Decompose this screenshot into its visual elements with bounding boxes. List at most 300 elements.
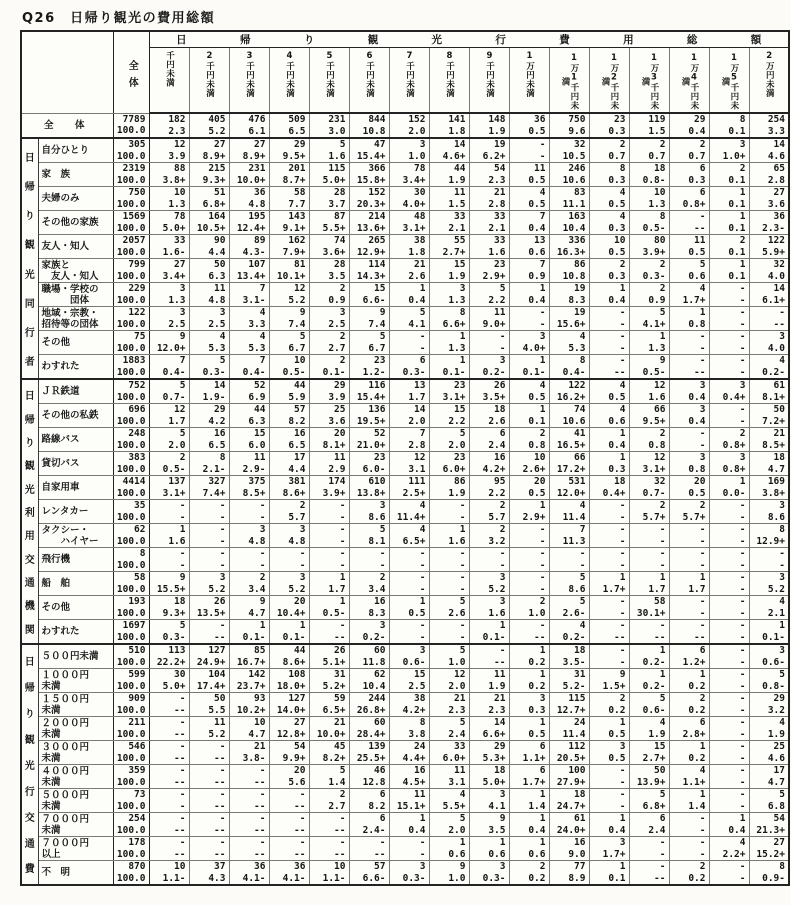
table-row	[21, 500, 789, 524]
percent-value: 0.3	[608, 270, 626, 282]
count-value: 29	[294, 139, 306, 150]
data-cell	[549, 789, 589, 813]
count-value: 41	[574, 428, 586, 439]
data-cell	[229, 331, 269, 355]
percent-value: 0.2-	[482, 366, 506, 378]
percent-value: 1.9	[448, 174, 466, 186]
percent-value: 20.3+	[356, 198, 386, 210]
data-cell	[189, 187, 229, 211]
percent-value: 2.5	[208, 318, 226, 330]
percent-value: -	[739, 366, 746, 378]
data-cell	[589, 837, 629, 861]
percent-value: -	[699, 607, 706, 619]
percent-value: 10.4	[562, 222, 586, 234]
percent-value: 25.5+	[356, 752, 386, 764]
row-label: タクシー・ ハイヤー	[38, 524, 113, 548]
table-row	[21, 693, 789, 717]
data-cell	[149, 283, 189, 307]
row-total-cell: 1569 100.0	[113, 211, 149, 235]
percent-value: 1.2+	[682, 656, 706, 668]
percent-value: 2.6	[448, 607, 466, 619]
count-value: 1	[739, 187, 746, 198]
count-value: 23	[374, 355, 386, 366]
data-cell	[309, 861, 349, 886]
count-value: 9	[179, 572, 186, 583]
data-cell	[589, 548, 629, 572]
count-value: 27	[773, 837, 785, 848]
count-value: 1	[539, 645, 546, 656]
percent-value: -	[459, 511, 466, 523]
count-value: 8	[659, 211, 666, 222]
count-value: 531	[568, 476, 586, 487]
data-cell	[509, 113, 549, 138]
count-value: 44	[254, 404, 266, 415]
data-cell	[149, 669, 189, 693]
count-value: -	[699, 596, 706, 607]
percent-value: -	[739, 631, 746, 643]
count-value: 3	[299, 572, 306, 583]
row-label: 地域・宗教・ 招待等の団体	[38, 307, 113, 331]
count-value: 3	[619, 741, 626, 752]
data-cell	[149, 765, 189, 789]
percent-value: 0.3-	[402, 872, 426, 884]
percent-value: 1.8	[408, 246, 426, 258]
percent-value: 4.6+	[442, 150, 466, 162]
count-value: 14	[773, 283, 785, 294]
count-value: 47	[374, 139, 386, 150]
count-value: 2	[539, 428, 546, 439]
data-cell	[509, 355, 549, 380]
data-cell	[509, 428, 549, 452]
data-cell	[589, 524, 629, 548]
count-value: 1	[659, 331, 666, 342]
data-cell	[469, 596, 509, 620]
percent-value: 8.6+	[282, 487, 306, 499]
data-cell	[749, 596, 789, 620]
count-value: -	[259, 548, 266, 559]
percent-value: 0.4-	[562, 366, 586, 378]
table-row	[21, 138, 789, 163]
percent-value: -	[619, 559, 626, 571]
count-value: 162	[288, 235, 306, 246]
count-value: 2	[179, 452, 186, 463]
count-value: 3	[619, 837, 626, 848]
data-cell	[589, 428, 629, 452]
data-cell	[389, 717, 429, 741]
count-value: 20	[294, 596, 306, 607]
count-value: -	[739, 861, 746, 872]
data-cell	[189, 113, 229, 138]
count-value: 5	[459, 428, 466, 439]
percent-value: 5.3	[208, 342, 226, 354]
percent-value: 1.1+	[682, 776, 706, 788]
percent-value: -	[219, 535, 226, 547]
percent-value: 5.7	[288, 511, 306, 523]
data-cell	[229, 644, 269, 669]
percent-value: 0.5	[608, 198, 626, 210]
table-row	[21, 428, 789, 452]
stats-table	[20, 30, 790, 886]
data-cell	[429, 620, 469, 645]
count-value: -	[739, 717, 746, 728]
percent-value: -	[539, 535, 546, 547]
count-value: 9	[259, 596, 266, 607]
data-cell	[189, 765, 229, 789]
percent-value: 3.4	[368, 583, 386, 595]
data-cell	[589, 741, 629, 765]
count-value: 21	[773, 428, 785, 439]
data-cell	[629, 548, 669, 572]
percent-value: -	[699, 342, 706, 354]
data-cell	[309, 644, 349, 669]
count-value: 20	[694, 476, 706, 487]
data-cell	[309, 259, 349, 283]
percent-value: 4.5+	[402, 776, 426, 788]
percent-value: 5.0+	[162, 680, 186, 692]
data-cell	[549, 476, 589, 500]
percent-value: 10.8	[562, 270, 586, 282]
row-label: 船 舶	[38, 572, 113, 596]
percent-value: 0.8+	[722, 463, 746, 475]
percent-value: 2.0	[408, 125, 426, 137]
percent-value: 0.7	[608, 150, 626, 162]
count-value: 113	[168, 645, 186, 656]
count-value: 1	[699, 307, 706, 318]
percent-value: 1.6	[488, 607, 506, 619]
count-value: 4	[739, 837, 746, 848]
percent-value: -	[259, 559, 266, 571]
count-value: 11	[454, 187, 466, 198]
row-total-cell: 510 100.0	[113, 644, 149, 669]
data-cell	[669, 211, 709, 235]
count-value: 1	[699, 572, 706, 583]
percent-value: 13.9+	[636, 776, 666, 788]
count-value: 78	[414, 163, 426, 174]
data-cell	[309, 837, 349, 861]
row-label: 不 明	[38, 861, 113, 886]
data-cell	[709, 813, 749, 837]
count-value: -	[259, 837, 266, 848]
data-cell	[429, 428, 469, 452]
count-value: 26	[494, 380, 506, 391]
count-value: 18	[773, 452, 785, 463]
percent-value: -	[739, 415, 746, 427]
percent-value: 5.2	[767, 583, 785, 595]
percent-value: 0.5	[688, 246, 706, 258]
data-cell	[429, 211, 469, 235]
percent-value: 2.0	[448, 680, 466, 692]
count-value: 48	[414, 211, 426, 222]
data-cell	[389, 861, 429, 886]
count-value: 5	[339, 765, 346, 776]
percent-value: 6.5+	[322, 704, 346, 716]
count-value: 1	[499, 837, 506, 848]
data-cell	[549, 644, 589, 669]
data-cell	[229, 476, 269, 500]
data-cell	[509, 524, 549, 548]
count-value: 9	[499, 813, 506, 824]
data-cell	[189, 138, 229, 163]
percent-value: 15.8+	[356, 174, 386, 186]
data-cell	[149, 452, 189, 476]
row-total-cell: 229 100.0	[113, 283, 149, 307]
percent-value: 6.8+	[642, 800, 666, 812]
count-value: -	[539, 139, 546, 150]
data-cell	[349, 452, 389, 476]
table-row	[21, 283, 789, 307]
percent-value: 1.4	[528, 800, 546, 812]
percent-value: -	[619, 607, 626, 619]
percent-value: 5.1+	[322, 656, 346, 668]
data-cell	[429, 476, 469, 500]
percent-value: 14.3+	[356, 270, 386, 282]
group-label-2: 日 帰 り 観 光 行 交 通 費	[21, 644, 38, 885]
data-cell	[189, 644, 229, 669]
count-value: 195	[248, 211, 266, 222]
column-header-10: 1万1千円未満	[549, 48, 589, 114]
percent-value: 2.3-	[762, 222, 785, 234]
data-cell	[309, 476, 349, 500]
percent-value: 0.4	[528, 824, 546, 836]
count-value: 12	[654, 452, 666, 463]
data-cell	[389, 211, 429, 235]
percent-value: 8.2	[288, 415, 306, 427]
count-value: 3	[779, 500, 785, 511]
percent-value: 1.3	[648, 342, 666, 354]
data-cell	[669, 476, 709, 500]
data-cell	[549, 717, 589, 741]
percent-value: 12.7+	[556, 704, 586, 716]
data-cell	[349, 379, 389, 404]
percent-value: 1.6	[648, 391, 666, 403]
row-label: 貸切バス	[38, 452, 113, 476]
data-cell	[669, 113, 709, 138]
percent-value: 4.2	[208, 415, 226, 427]
count-value: 2	[659, 500, 666, 511]
percent-value: 4.7	[767, 776, 785, 788]
data-cell	[229, 113, 269, 138]
percent-value: 0.7-	[162, 391, 186, 403]
data-cell	[629, 741, 669, 765]
data-cell	[629, 500, 669, 524]
count-value: -	[259, 765, 266, 776]
data-cell	[669, 259, 709, 283]
count-value: 8	[779, 524, 785, 535]
percent-value: 2.7+	[642, 752, 666, 764]
percent-value: 4.6	[767, 752, 785, 764]
count-value: 4	[699, 765, 706, 776]
data-cell	[149, 163, 189, 187]
percent-value: -	[339, 511, 346, 523]
count-value: 45	[334, 741, 346, 752]
percent-value: -	[619, 511, 626, 523]
count-value: 112	[568, 741, 586, 752]
percent-value: 8.7+	[282, 174, 306, 186]
count-value: 33	[454, 211, 466, 222]
percent-value: 4.3-	[242, 246, 266, 258]
count-value: -	[659, 620, 666, 631]
count-value: 9	[299, 307, 306, 318]
data-cell	[149, 235, 189, 259]
percent-value: 12.0+	[556, 487, 586, 499]
table-row	[21, 235, 789, 259]
count-value: 23	[614, 114, 626, 125]
data-cell	[549, 138, 589, 163]
percent-value: 2.5	[408, 680, 426, 692]
count-value: -	[179, 765, 186, 776]
count-value: 8	[739, 114, 746, 125]
data-cell	[749, 307, 789, 331]
percent-value: --	[294, 800, 306, 812]
data-cell	[269, 379, 309, 404]
percent-value: 9.9+	[282, 752, 306, 764]
data-cell	[549, 235, 589, 259]
data-cell	[269, 765, 309, 789]
data-cell	[509, 163, 549, 187]
percent-value: 4.8	[248, 198, 266, 210]
count-value: 142	[248, 669, 266, 680]
data-cell	[469, 283, 509, 307]
percent-value: 0.6-	[402, 656, 426, 668]
count-value: 8	[619, 163, 626, 174]
data-cell	[749, 163, 789, 187]
count-value: 9	[379, 307, 386, 318]
count-value: 1	[459, 837, 466, 848]
table-row	[21, 163, 789, 187]
count-value: 215	[208, 163, 226, 174]
count-value: -	[339, 837, 346, 848]
data-cell	[149, 741, 189, 765]
count-value: 2	[699, 500, 706, 511]
percent-value: 4.2+	[482, 463, 506, 475]
row-total-cell: 4414 100.0	[113, 476, 149, 500]
data-cell	[749, 379, 789, 404]
percent-value: 4.2+	[402, 704, 426, 716]
data-cell	[469, 644, 509, 669]
data-cell	[229, 235, 269, 259]
data-cell	[669, 813, 709, 837]
count-value: 27	[294, 717, 306, 728]
percent-value: -	[739, 680, 746, 692]
row-total-cell: 752 100.0	[113, 379, 149, 404]
percent-value: --	[214, 631, 226, 643]
data-cell	[469, 331, 509, 355]
data-cell	[389, 813, 429, 837]
percent-value: 0.3-	[482, 872, 506, 884]
corner-cell	[21, 31, 113, 113]
count-value: 78	[174, 211, 186, 222]
data-cell	[629, 428, 669, 452]
data-cell	[629, 187, 669, 211]
data-cell	[229, 163, 269, 187]
percent-value: 0.1-	[282, 631, 306, 643]
count-value: 4	[619, 211, 626, 222]
data-cell	[749, 741, 789, 765]
percent-value: 3.5-	[562, 656, 586, 668]
data-cell	[269, 813, 309, 837]
count-value: 88	[174, 163, 186, 174]
count-value: 2	[339, 331, 346, 342]
data-cell	[229, 620, 269, 645]
percent-value: 1.0	[408, 150, 426, 162]
table-row	[21, 355, 789, 380]
percent-value: 4.4	[288, 463, 306, 475]
data-cell	[429, 355, 469, 380]
data-cell	[349, 307, 389, 331]
percent-value: 17.2+	[556, 463, 586, 475]
data-cell	[629, 572, 669, 596]
data-cell	[589, 669, 629, 693]
percent-value: -	[699, 439, 706, 451]
count-value: -	[699, 524, 706, 535]
data-cell	[469, 379, 509, 404]
data-cell	[349, 765, 389, 789]
percent-value: 11.8	[362, 656, 386, 668]
count-value: 24	[414, 741, 426, 752]
data-cell	[549, 596, 589, 620]
data-cell	[349, 138, 389, 163]
row-total-cell: 799 100.0	[113, 259, 149, 283]
row-label: 家族と 友人・知人	[38, 259, 113, 283]
count-value: 1	[419, 283, 426, 294]
table-row	[21, 669, 789, 693]
data-cell	[309, 163, 349, 187]
row-label: 自家用車	[38, 476, 113, 500]
data-cell	[469, 404, 509, 428]
count-value: 231	[328, 114, 346, 125]
data-cell	[189, 379, 229, 404]
data-cell	[549, 259, 589, 283]
data-cell	[309, 211, 349, 235]
data-cell	[709, 596, 749, 620]
count-value: 5	[379, 524, 386, 535]
count-value: 10	[614, 235, 626, 246]
data-cell	[269, 428, 309, 452]
column-header-8: 9千円未満	[469, 48, 509, 114]
data-cell	[189, 741, 229, 765]
count-value: -	[259, 813, 266, 824]
count-value: 2	[739, 163, 746, 174]
data-cell	[469, 669, 509, 693]
data-cell	[149, 789, 189, 813]
percent-value: 7.4+	[202, 487, 226, 499]
percent-value: -	[619, 318, 626, 330]
count-value: 3	[379, 500, 386, 511]
percent-value: --	[694, 222, 706, 234]
data-cell	[389, 113, 429, 138]
percent-value: 0.8	[648, 439, 666, 451]
percent-value: 6.5	[288, 125, 306, 137]
count-value: 148	[488, 114, 506, 125]
count-value: 3	[699, 404, 706, 415]
count-value: 9	[179, 331, 186, 342]
percent-value: 0.5	[528, 391, 546, 403]
percent-value: 4.0+	[522, 342, 546, 354]
percent-value: 3.1+	[442, 391, 466, 403]
percent-value: 8.3	[368, 607, 386, 619]
column-header-11: 1万2千円未満	[589, 48, 629, 114]
percent-value: 0.3	[608, 463, 626, 475]
percent-value: 0.4	[408, 824, 426, 836]
percent-value: 4.7	[248, 607, 266, 619]
count-value: 57	[294, 404, 306, 415]
data-cell	[749, 235, 789, 259]
percent-value: 1.6-	[162, 246, 186, 258]
data-cell	[149, 548, 189, 572]
data-cell	[269, 331, 309, 355]
data-cell	[509, 861, 549, 886]
data-cell	[589, 620, 629, 645]
